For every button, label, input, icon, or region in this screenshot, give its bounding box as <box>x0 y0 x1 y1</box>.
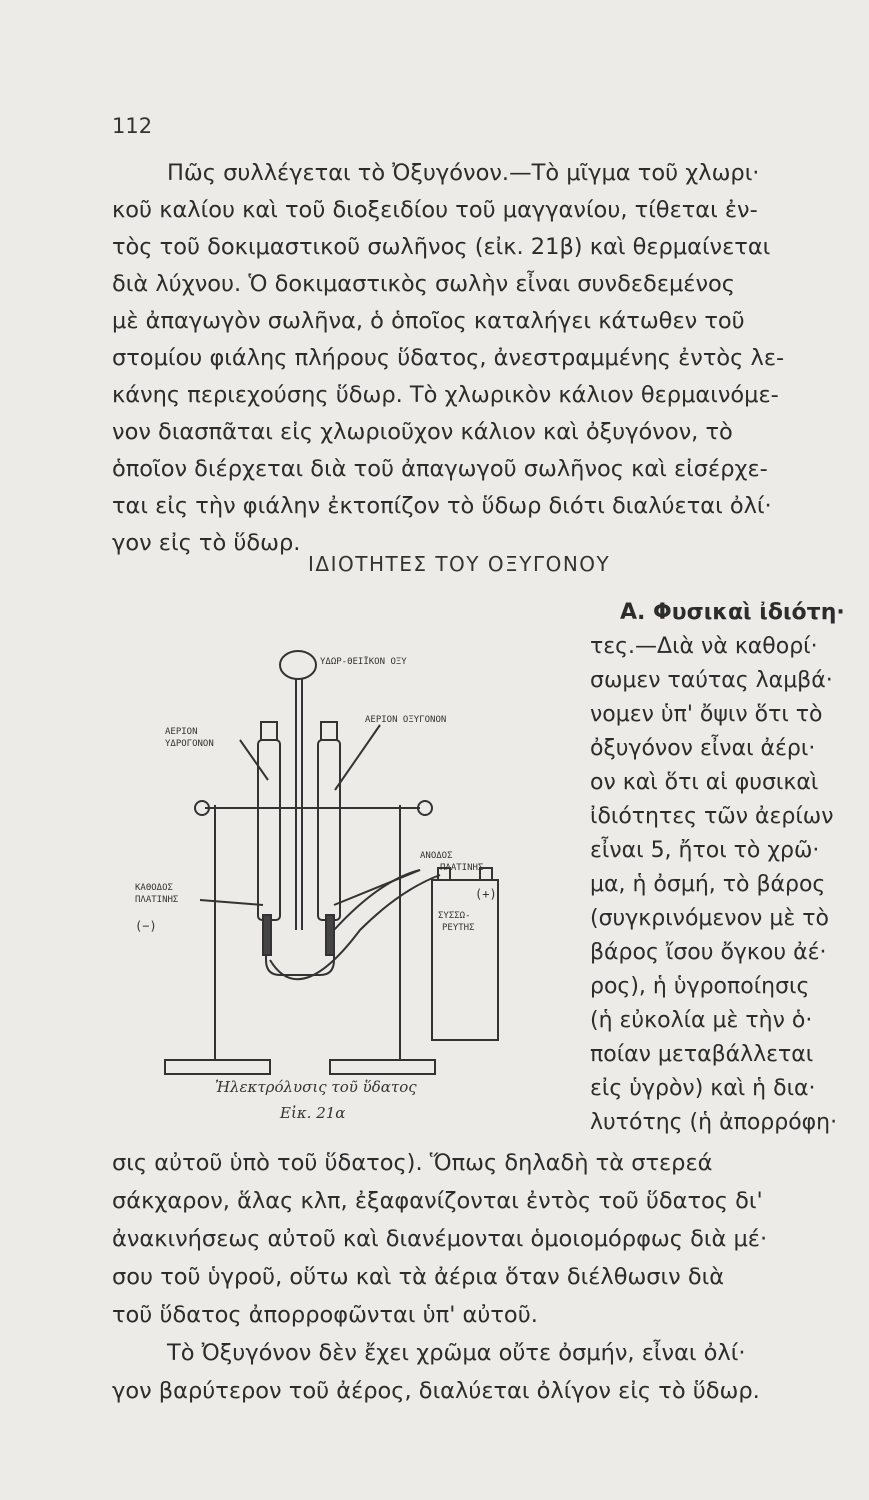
text-line: (συγκρινόμενον μὲ τὸ <box>590 906 829 931</box>
label-cathode-2: ΠΛΑΤΙΝΗΣ <box>135 895 179 905</box>
text-line: ὁποῖον διέρχεται διὰ τοῦ ἀπαγωγοῦ σωλῆνος καὶ εἰσέρχε- <box>112 456 768 482</box>
anode-electrode <box>326 915 334 955</box>
leader-anode <box>334 870 420 905</box>
text-line: ρος), ἡ ὑγροποίησις <box>590 974 810 999</box>
text-line: γον εἰς τὸ ὕδωρ. <box>112 530 301 556</box>
label-hydrogen-1: ΑΕΡΙΟΝ <box>165 727 198 737</box>
text-line: ἰδιότητες τῶν ἀερίων <box>590 804 834 829</box>
leader-cathode <box>200 900 263 905</box>
text-line: λυτότης (ἡ ἀπορρόφη· <box>590 1110 838 1135</box>
text-line: τὸς τοῦ δοκιμαστικοῦ σωλῆνος (εἰκ. 21β) καὶ θερμαίνεται <box>112 234 771 260</box>
label-battery-1: ΣΥΣΣΩ- <box>438 911 471 921</box>
battery <box>432 880 498 1040</box>
text-line: νομεν ὑπ' ὄψιν ὅτι τὸ <box>590 702 823 727</box>
text-line: διὰ λύχνου. Ὁ δοκιμαστικὸς σωλὴν εἶναι συνδεδεμένος <box>112 271 736 297</box>
reservoir-bulb <box>280 651 316 679</box>
text-line: μὲ ἀπαγωγὸν σωλῆνα, ὁ ὁποῖος καταλήγει κάτωθεν τοῦ <box>112 308 745 334</box>
electrolysis-diagram <box>120 630 580 1130</box>
text-line: ἀνακινήσεως αὐτοῦ καὶ διανέμονται ὁμοιομόρφως διὰ μέ· <box>112 1226 768 1252</box>
label-anode-2: ΠΛΑΤΙΝΗΣ <box>440 863 484 873</box>
text-line: ποίαν μεταβάλλεται <box>590 1042 814 1067</box>
text-line: μα, ἡ ὀσμή, τὸ βάρος <box>590 872 826 897</box>
figure-electrolysis <box>120 630 580 1130</box>
hydrogen-stopcock <box>261 722 277 740</box>
text-line: σωμεν ταύτας λαμβά· <box>590 668 833 693</box>
leader-oxygen <box>335 725 380 790</box>
clamp-knob-right <box>418 801 432 815</box>
text-line: εἰς ὑγρὸν) καὶ ἡ δια· <box>590 1076 816 1101</box>
text-line: ον καὶ ὅτι αἱ φυσικαὶ <box>590 770 819 795</box>
oxygen-stopcock <box>321 722 337 740</box>
text-line: εἶναι 5, ἤτοι τὸ χρῶ· <box>590 838 820 863</box>
text-line: τοῦ ὕδατος ἀπορροφῶνται ὑπ' αὐτοῦ. <box>112 1302 538 1328</box>
text-line: σις αὐτοῦ ὑπὸ τοῦ ὕδατος). Ὅπως δηλαδὴ τὰ στερεά <box>112 1150 713 1176</box>
text-line: κοῦ καλίου καὶ τοῦ διοξειδίου τοῦ μαγγανίου, τίθεται ἐν- <box>112 197 758 223</box>
section-heading: ΙΔΙΟΤΗΤΕΣ ΤΟΥ ΟΞΥΓΟΝΟΥ <box>308 552 611 576</box>
text-line: στομίου φιάλης πλήρους ὕδατος, ἀνεστραμμένης ἐντὸς λε- <box>112 345 785 371</box>
figure-caption: Ἠλεκτρόλυσις τοῦ ὕδατος <box>215 1078 417 1096</box>
text-line: Τὸ Ὀξυγόνον δὲν ἔχει χρῶμα οὔτε ὀσμήν, εἶναι ὀλί· <box>167 1340 746 1366</box>
label-battery-2: ΡΕΥΤΗΣ <box>442 923 475 933</box>
text-line: σάκχαρον, ἅλας κλπ, ἐξαφανίζονται ἐντὸς τοῦ ὕδατος δι' <box>112 1188 763 1214</box>
figure-number: Εἰκ. 21α <box>280 1104 346 1122</box>
text-line: Πῶς συλλέγεται τὸ Ὀξυγόνον.—Τὸ μῖγμα τοῦ χλωρι· <box>167 160 760 186</box>
label-minus: (−) <box>135 919 157 933</box>
text-line: (ἡ εὐκολία μὲ τὴν ὁ· <box>590 1008 813 1033</box>
label-plus: (+) <box>475 887 497 901</box>
label-cathode-1: ΚΑΘΟΔΟΣ <box>135 883 173 893</box>
text-line: κάνης περιεχούσης ὕδωρ. Τὸ χλωρικὸν κάλιον θερμαινόμε- <box>112 382 779 408</box>
u-connector <box>266 920 334 975</box>
text-line: γον βαρύτερον τοῦ ἀέρος, διαλύεται ὀλίγον εἰς τὸ ὕδωρ. <box>112 1378 760 1404</box>
text-line: νον διασπᾶται εἰς χλωριοῦχον κάλιον καὶ ὀξυγόνον, τὸ <box>112 419 733 445</box>
label-top: ΥΔΩΡ-ΘΕΙΪΚΟΝ ΟΞΥ <box>320 657 407 667</box>
label-anode-1: ΑΝΟΔΟΣ <box>420 851 453 861</box>
hydrogen-tube <box>258 740 280 920</box>
text-line: ὀξυγόνον εἶναι ἀέρι· <box>590 736 816 761</box>
text-line: σου τοῦ ὑγροῦ, οὕτω καὶ τὰ ἀέρια ὅταν διέλθωσιν διὰ <box>112 1264 725 1290</box>
label-oxygen: ΑΕΡΙΟΝ ΟΞΥΓΟΝΟΝ <box>365 715 447 725</box>
text-line: ται εἰς τὴν φιάλην ἐκτοπίζον τὸ ὕδωρ διότι διαλύεται ὀλί· <box>112 493 772 519</box>
label-hydrogen-2: ΥΔΡΟΓΟΝΟΝ <box>165 739 214 749</box>
leader-hydrogen <box>240 740 268 780</box>
base-plate-right <box>330 1060 435 1074</box>
base-plate-left <box>165 1060 270 1074</box>
text-line: τες.—Διὰ νὰ καθορί· <box>590 634 818 659</box>
oxygen-tube <box>318 740 340 920</box>
text-line: βάρος ἴσου ὄγκου ἀέ· <box>590 940 827 965</box>
cathode-electrode <box>263 915 271 955</box>
text-line: Α. Φυσικαὶ ἰδιότη· <box>620 600 845 625</box>
page-number: 112 <box>112 114 153 138</box>
